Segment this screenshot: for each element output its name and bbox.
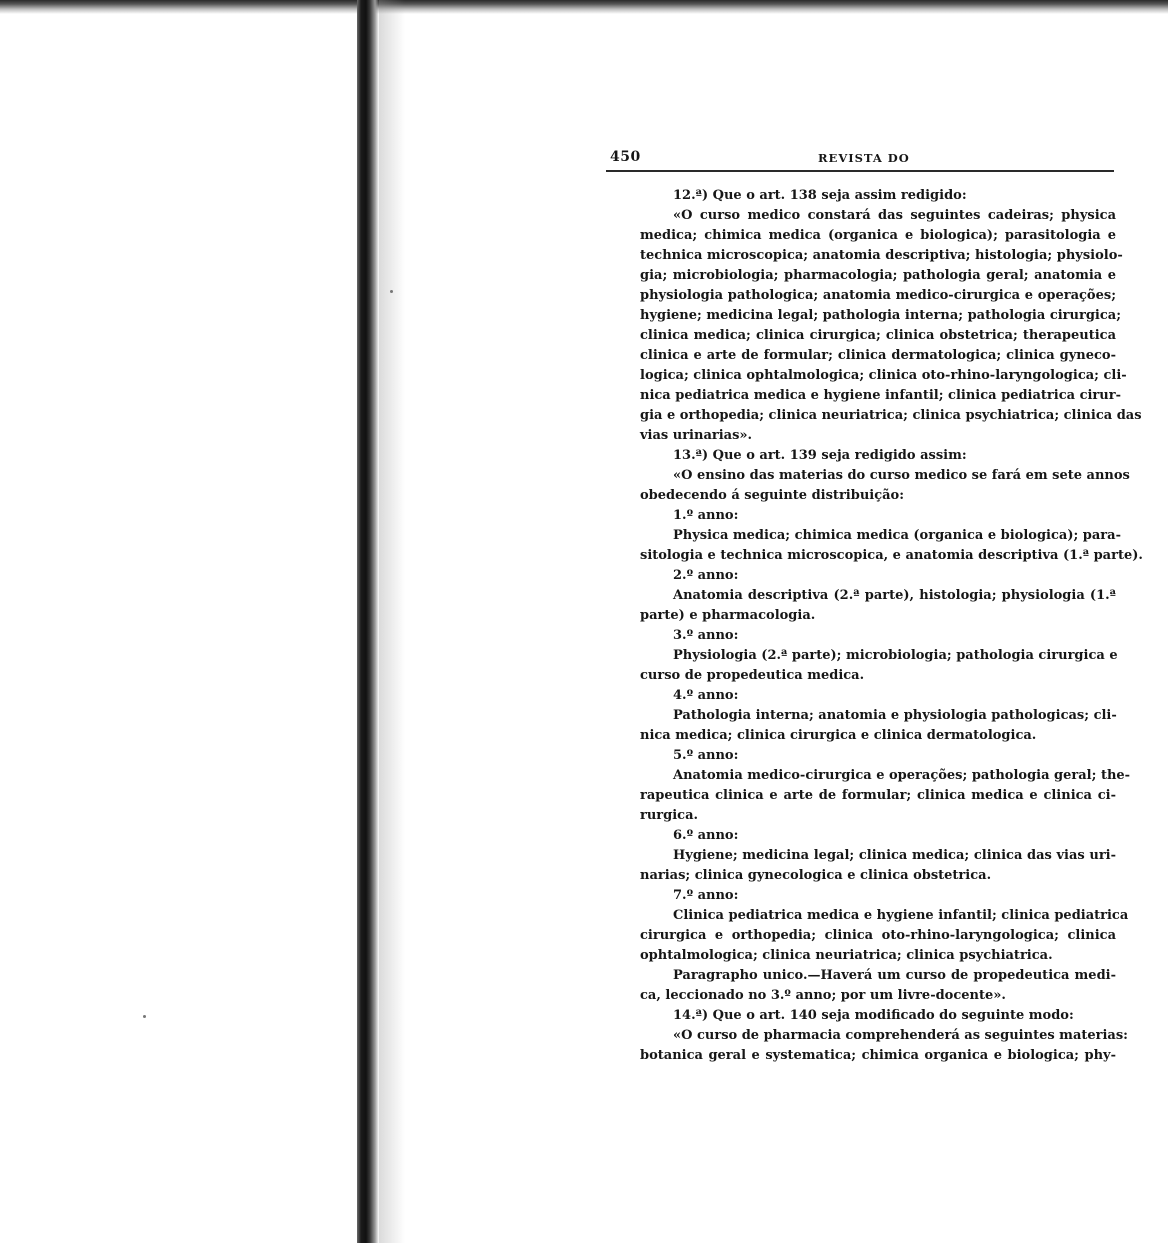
text-line: 12.ª) Que o art. 138 seja assim redigido: <box>673 188 967 203</box>
text-line: 6.º anno: <box>673 828 739 843</box>
text-line: ophtalmologica; clinica neuriatrica; clinica psychiatrica. <box>640 948 1053 963</box>
gutter-shadow <box>379 0 405 1243</box>
scan-speck <box>143 1015 146 1018</box>
text-line: Physica medica; chimica medica (organica e biologica); para- <box>673 528 1121 543</box>
text-line: gia; microbiologia; pharmacologia; pathologia geral; anatomia e <box>640 268 1116 283</box>
text-line: 4.º anno: <box>673 688 739 703</box>
text-line: clinica e arte de formular; clinica dermatologica; clinica gyneco- <box>640 348 1116 363</box>
running-title: REVISTA DO <box>818 151 910 165</box>
book-gutter <box>357 0 379 1243</box>
body-text <box>640 186 1143 1066</box>
text-line: Physiologia (2.ª parte); microbiologia; pathologia cirurgica e <box>673 648 1118 663</box>
text-line: clinica medica; clinica cirurgica; clinica obstetrica; therapeutica <box>640 328 1116 343</box>
text-line: 1.º anno: <box>673 508 739 523</box>
page-header <box>606 140 1116 170</box>
text-line: botanica geral e systematica; chimica organica e biologica; phy- <box>640 1048 1116 1063</box>
text-line: 14.ª) Que o art. 140 seja modificado do seguinte modo: <box>673 1008 1074 1023</box>
text-line: Hygiene; medicina legal; clinica medica; clinica das vias uri- <box>673 848 1116 863</box>
text-line: Anatomia descriptiva (2.ª parte), histologia; physiologia (1.ª <box>673 588 1116 603</box>
text-line: 13.ª) Que o art. 139 seja redigido assim: <box>673 448 967 463</box>
page-number: 450 <box>610 149 641 165</box>
text-line: vias urinarias». <box>640 428 753 443</box>
text-line: gia e orthopedia; clinica neuriatrica; clinica psychiatrica; clinica das <box>640 408 1142 423</box>
text-line: «O curso de pharmacia comprehenderá as seguintes materias: <box>673 1028 1128 1043</box>
document-page <box>606 140 1143 1063</box>
text-line: «O curso medico constará das seguintes cadeiras; physica <box>673 208 1116 223</box>
text-line: logica; clinica ophtalmologica; clinica oto-rhino-laryngologica; cli- <box>640 368 1127 383</box>
text-line: 7.º anno: <box>673 888 739 903</box>
text-line: hygiene; medicina legal; pathologia interna; pathologia cirurgica; <box>640 308 1121 323</box>
text-line: medica; chimica medica (organica e biologica); parasitologia e <box>640 228 1116 243</box>
header-rule <box>606 170 1114 172</box>
text-line: 3.º anno: <box>673 628 739 643</box>
text-line: rurgica. <box>640 808 699 823</box>
text-line: curso de propedeutica medica. <box>640 668 865 683</box>
scan-speck <box>390 290 393 293</box>
text-line: parte) e pharmacologia. <box>640 608 816 623</box>
text-line: nica medica; clinica cirurgica e clinica dermatologica. <box>640 728 1037 743</box>
text-line: narias; clinica gynecologica e clinica obstetrica. <box>640 868 992 883</box>
text-line: Anatomia medico-cirurgica e operações; pathologia geral; the- <box>673 768 1131 783</box>
text-line: technica microscopica; anatomia descriptiva; histologia; physiolo- <box>640 248 1123 263</box>
text-line: 2.º anno: <box>673 568 739 583</box>
text-line: cirurgica e orthopedia; clinica oto-rhino-laryngologica; clinica <box>640 928 1116 943</box>
text-line: obedecendo á seguinte distribuição: <box>640 488 905 503</box>
text-line: Paragrapho unico.—Haverá um curso de propedeutica medi- <box>673 968 1116 983</box>
text-line: 5.º anno: <box>673 748 739 763</box>
text-line: nica pediatrica medica e hygiene infantil; clinica pediatrica cirur- <box>640 388 1121 403</box>
text-line: sitologia e technica microscopica, e anatomia descriptiva (1.ª parte). <box>640 548 1143 563</box>
text-line: Pathologia interna; anatomia e physiologia pathologicas; cli- <box>673 708 1117 723</box>
scan-top-edge <box>0 0 1168 14</box>
text-line: «O ensino das materias do curso medico se fará em sete annos <box>673 468 1130 483</box>
text-line: rapeutica clinica e arte de formular; clinica medica e clinica ci- <box>640 788 1116 803</box>
text-line: ca, leccionado no 3.º anno; por um livre-docente». <box>640 988 1006 1003</box>
text-line: physiologia pathologica; anatomia medico-cirurgica e operações; <box>640 288 1116 303</box>
text-line: Clinica pediatrica medica e hygiene infantil; clinica pediatrica <box>673 908 1129 923</box>
